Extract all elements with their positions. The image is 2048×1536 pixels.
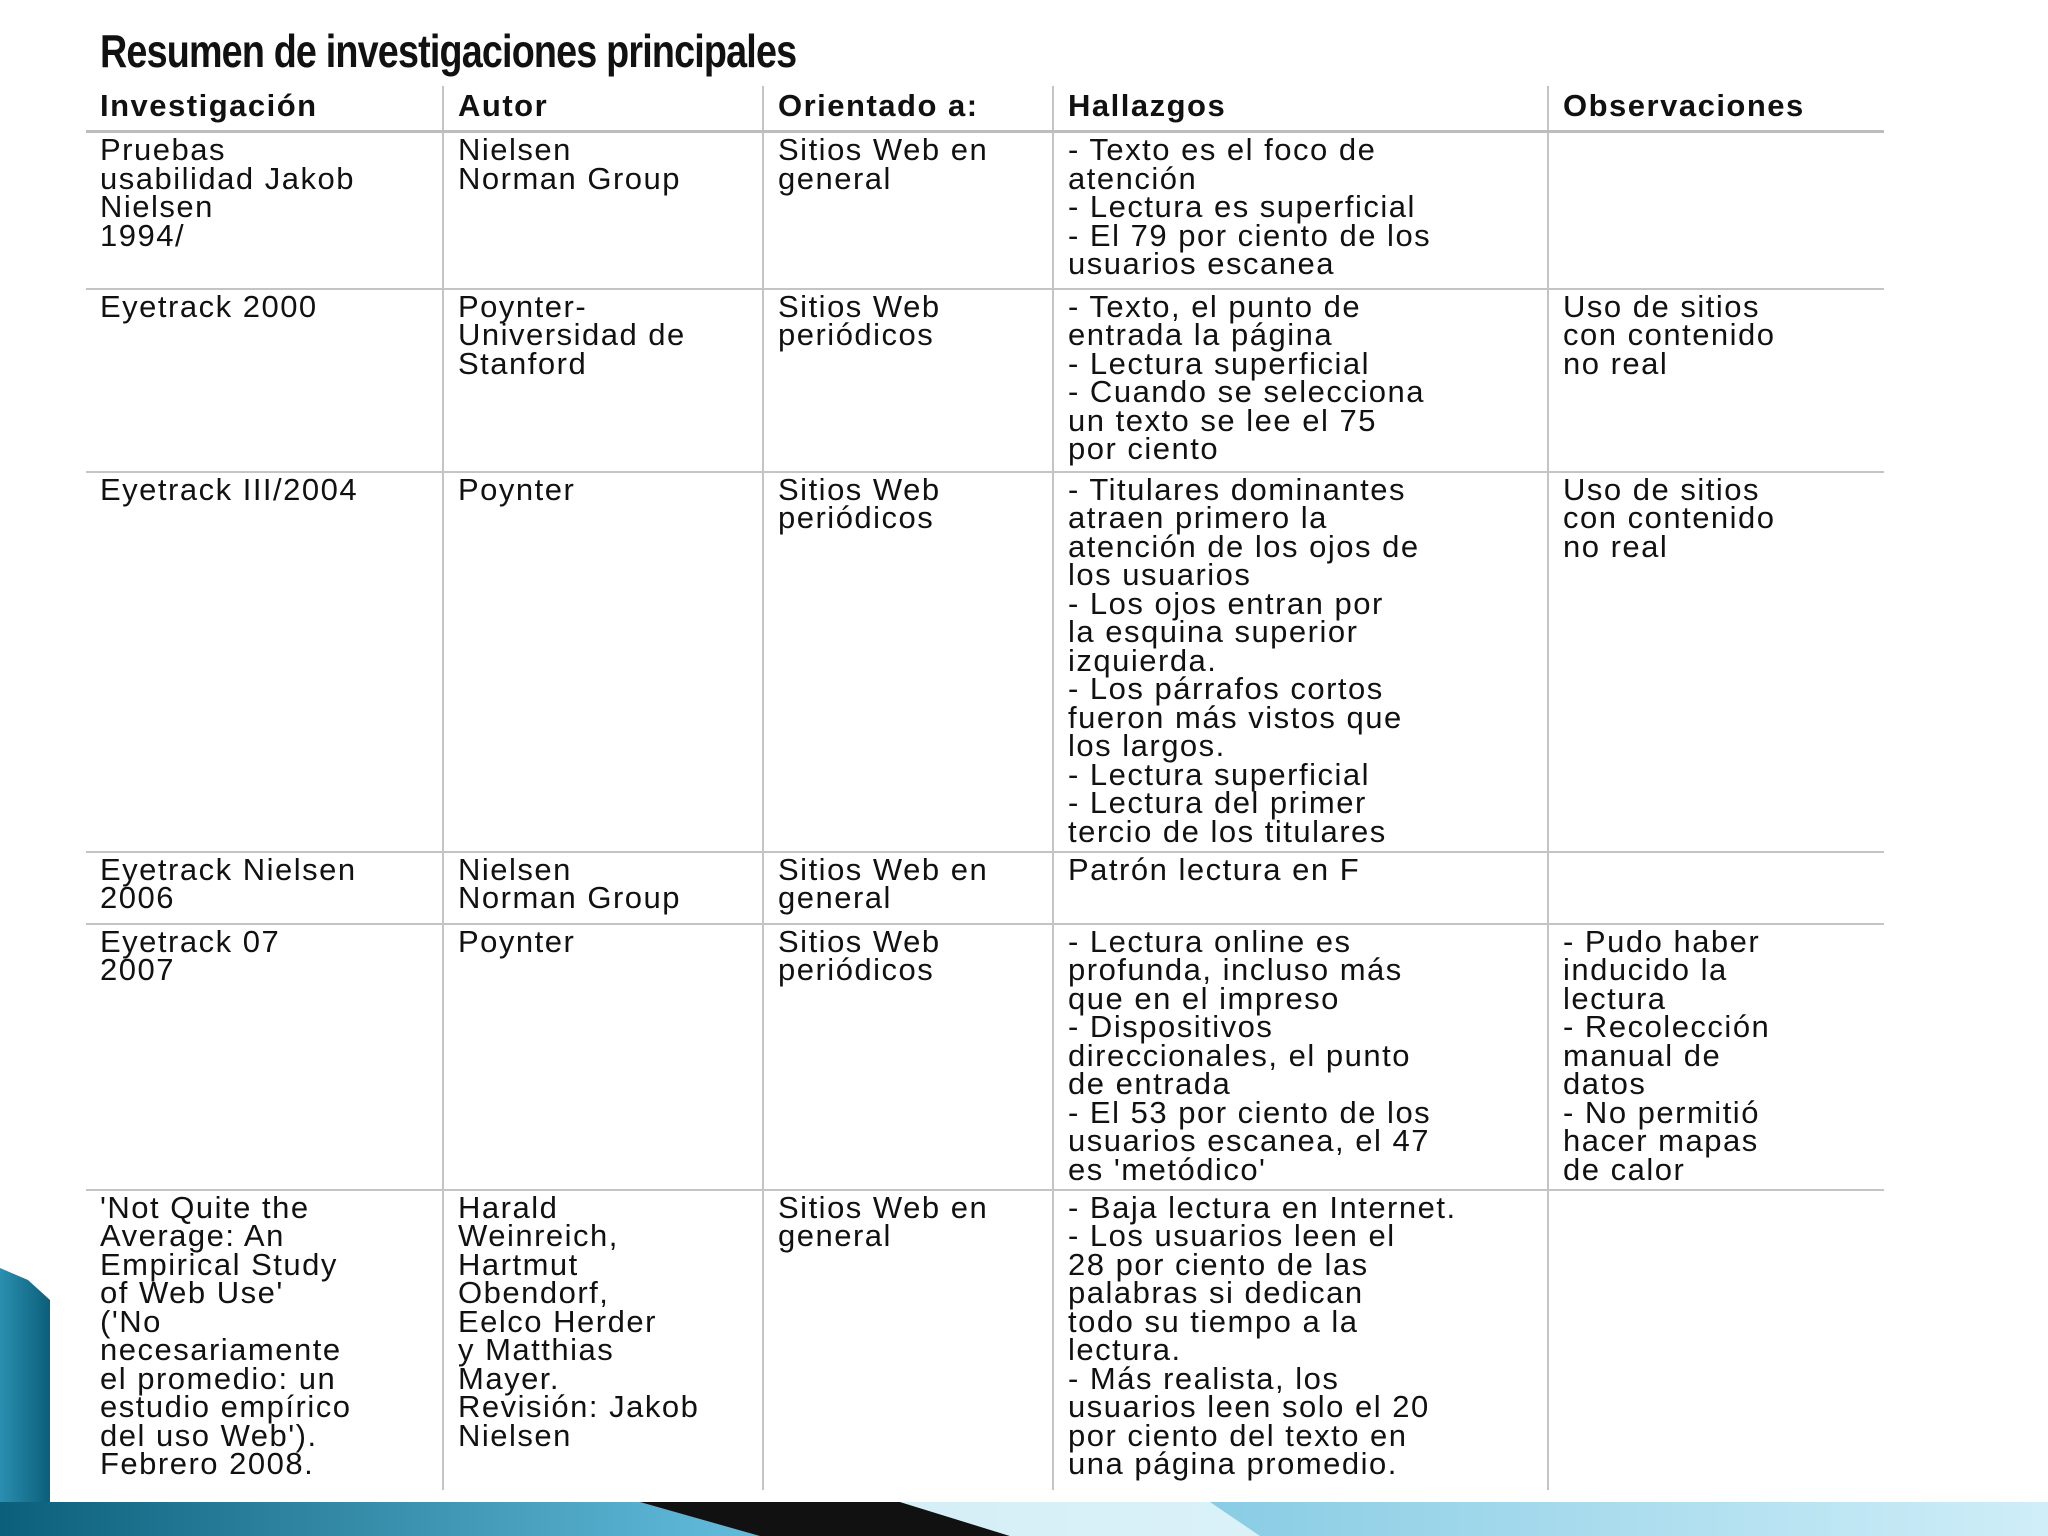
cell-line: Pruebas	[100, 132, 226, 167]
cell-line: con contenido	[1563, 317, 1776, 352]
cell-hallazgos	[1053, 132, 1548, 289]
cell-line: que en el impreso	[1068, 980, 1340, 1016]
cell-hallazgos	[1053, 924, 1548, 1190]
cell-line: periódicos	[778, 952, 935, 987]
cell-line: atención de los ojos de	[1068, 528, 1420, 564]
cell-line: los usuarios	[1068, 557, 1252, 592]
cell-orientado	[763, 924, 1053, 1190]
finding-item	[1068, 923, 1533, 1016]
cell-line: Hartmut	[458, 1246, 579, 1282]
cell-observaciones	[1548, 132, 1884, 289]
cell-hallazgos	[1053, 289, 1548, 472]
cell-observaciones	[1548, 852, 1884, 924]
cell-line: usuarios escanea, el 47	[1068, 1123, 1430, 1158]
cell-line: 'Not Quite the	[100, 1189, 310, 1225]
cell-orientado	[763, 132, 1053, 289]
cell-line: Average: An	[100, 1218, 285, 1253]
cell-hallazgos	[1053, 472, 1548, 852]
cell-line: no real	[1563, 528, 1669, 564]
cell-line: usuarios escanea	[1068, 246, 1335, 281]
table-row	[86, 289, 1884, 472]
cell-line: Sitios Web en	[778, 132, 989, 167]
cell-line: una página promedio.	[1068, 1446, 1398, 1481]
cell-line: Patrón lectura en F	[1068, 851, 1361, 887]
cell-line: Febrero 2008.	[100, 1446, 315, 1481]
cell-line: Norman Group	[458, 880, 682, 915]
cell-line: Sitios Web	[778, 923, 941, 959]
observation-item	[1563, 471, 1870, 564]
cell-line: ('No	[100, 1303, 162, 1339]
cell-line: Stanford	[458, 345, 588, 381]
table-row	[86, 924, 1884, 1190]
cell-investigacion	[86, 472, 443, 852]
cell-line: Norman Group	[458, 160, 682, 196]
cell-line: Nielsen	[458, 1417, 572, 1453]
finding-item	[1068, 471, 1533, 592]
cell-orientado	[763, 472, 1053, 852]
cell-line: 28 por ciento de las	[1068, 1246, 1369, 1282]
table-body	[86, 132, 1884, 1490]
cell-autor	[443, 1190, 763, 1490]
cell-line: lectura.	[1068, 1332, 1182, 1367]
observation-item	[1563, 1009, 1870, 1101]
cell-line: 1994/	[100, 217, 186, 253]
cell-line: - Baja lectura en Internet.	[1068, 1189, 1457, 1225]
cell-line: lectura	[1563, 980, 1667, 1016]
finding-item	[1068, 1094, 1533, 1187]
column-header-investigacion: Investigación	[86, 86, 443, 132]
cell-line: 2007	[100, 952, 175, 987]
cell-line: - Lectura superficial	[1068, 345, 1371, 381]
cell-line: manual de	[1563, 1037, 1722, 1073]
finding-item	[1068, 585, 1533, 678]
finding-item	[1068, 217, 1533, 281]
cell-line: periódicos	[778, 500, 935, 535]
cell-observaciones	[1548, 289, 1884, 472]
finding-item	[1068, 288, 1533, 352]
cell-line: - El 53 por ciento de los	[1068, 1094, 1432, 1130]
cell-line: - No permitió	[1563, 1094, 1760, 1130]
cell-line: - Recolección	[1563, 1009, 1771, 1044]
cell-line: - Titulares dominantes	[1068, 471, 1406, 507]
cell-line: Mayer.	[458, 1360, 561, 1396]
cell-line: - Lectura es superficial	[1068, 189, 1416, 224]
finding-item	[1068, 671, 1533, 763]
cell-line: hacer mapas	[1563, 1123, 1759, 1158]
cell-line: y Matthias	[458, 1332, 615, 1367]
column-header-observaciones: Observaciones	[1548, 86, 1884, 132]
table-header-row	[86, 86, 1884, 132]
cell-line: los largos.	[1068, 728, 1226, 763]
cell-observaciones	[1548, 924, 1884, 1190]
cell-hallazgos	[1053, 852, 1548, 924]
table-row	[86, 132, 1884, 289]
cell-line: Eelco Herder	[458, 1303, 657, 1339]
cell-line: - Lectura superficial	[1068, 756, 1371, 792]
cell-line: - Los párrafos cortos	[1068, 671, 1384, 706]
left-accent-shape	[0, 1268, 50, 1536]
cell-line: periódicos	[778, 317, 935, 352]
cell-line: Sitios Web	[778, 288, 941, 324]
cell-line: - Texto es el foco de	[1068, 132, 1377, 167]
cell-line: palabras si dedican	[1068, 1275, 1364, 1310]
cell-line: Poynter	[458, 923, 576, 959]
cell-line: - Los ojos entran por	[1068, 585, 1384, 621]
cell-line: Nielsen	[100, 189, 214, 224]
cell-line: Obendorf,	[458, 1275, 610, 1310]
cell-line: con contenido	[1563, 500, 1776, 535]
cell-autor	[443, 132, 763, 289]
table-row	[86, 1190, 1884, 1490]
cell-line: izquierda.	[1068, 642, 1218, 678]
cell-line: Nielsen	[458, 132, 572, 167]
cell-investigacion	[86, 852, 443, 924]
cell-line: general	[778, 1218, 892, 1253]
cell-line: todo su tiempo a la	[1068, 1303, 1359, 1339]
cell-autor	[443, 289, 763, 472]
bottom-accent-band	[0, 1502, 2048, 1536]
cell-line: la esquina superior	[1068, 614, 1359, 649]
observation-item	[1563, 923, 1870, 1016]
cell-line: - Texto, el punto de	[1068, 288, 1362, 324]
cell-line: Sitios Web	[778, 471, 941, 507]
cell-line: usabilidad Jakob	[100, 160, 355, 196]
cell-line: de calor	[1563, 1151, 1686, 1187]
cell-line: Sitios Web en	[778, 1189, 989, 1225]
cell-line: Poynter-	[458, 288, 588, 324]
finding-item	[1068, 785, 1533, 849]
page-title: Resumen de investigaciones principales	[100, 25, 797, 77]
observation-item	[1563, 288, 1870, 381]
cell-line: Harald	[458, 1189, 559, 1225]
cell-line: inducido la	[1563, 952, 1728, 987]
cell-investigacion	[86, 924, 443, 1190]
cell-line: atraen primero la	[1068, 500, 1328, 535]
cell-line: - Cuando se selecciona	[1068, 374, 1425, 409]
cell-line: un texto se lee el 75	[1068, 402, 1377, 438]
cell-line: Nielsen	[458, 851, 572, 887]
cell-line: Uso de sitios	[1563, 288, 1760, 324]
cell-line: Weinreich,	[458, 1218, 619, 1253]
cell-line: Eyetrack 2000	[100, 288, 318, 324]
cell-hallazgos	[1053, 1190, 1548, 1490]
cell-line: Universidad de	[458, 317, 686, 352]
cell-investigacion	[86, 289, 443, 472]
finding-item	[1068, 1360, 1533, 1481]
cell-line: - Los usuarios leen el	[1068, 1218, 1396, 1253]
cell-investigacion	[86, 132, 443, 289]
cell-observaciones	[1548, 1190, 1884, 1490]
observation-item	[1563, 1094, 1870, 1187]
summary-table	[86, 86, 1884, 1490]
cell-line: no real	[1563, 345, 1669, 381]
cell-line: - Más realista, los	[1068, 1360, 1340, 1396]
cell-autor	[443, 852, 763, 924]
cell-line: direccionales, el punto	[1068, 1037, 1411, 1073]
cell-line: por ciento del texto en	[1068, 1417, 1408, 1453]
cell-line: de entrada	[1068, 1066, 1232, 1101]
cell-line: entrada la página	[1068, 317, 1334, 352]
cell-line: of Web Use'	[100, 1275, 284, 1310]
cell-observaciones	[1548, 472, 1884, 852]
cell-line: necesariamente	[100, 1332, 342, 1367]
column-header-autor: Autor	[443, 86, 763, 132]
cell-line: usuarios leen solo el 20	[1068, 1389, 1430, 1424]
cell-line: por ciento	[1068, 431, 1220, 466]
column-header-hallazgos: Hallazgos	[1053, 86, 1548, 132]
cell-line: Eyetrack 07	[100, 923, 281, 959]
cell-line: 2006	[100, 880, 175, 915]
cell-autor	[443, 924, 763, 1190]
cell-line: - Pudo haber	[1563, 923, 1761, 959]
cell-line: tercio de los titulares	[1068, 813, 1387, 849]
column-header-orientado: Orientado a:	[763, 86, 1053, 132]
cell-line: - El 79 por ciento de los	[1068, 217, 1432, 253]
cell-investigacion	[86, 1190, 443, 1490]
cell-orientado	[763, 1190, 1053, 1490]
cell-line: Revisión: Jakob	[458, 1389, 700, 1424]
cell-line: profunda, incluso más	[1068, 952, 1403, 987]
finding-item	[1068, 851, 1533, 887]
cell-line: es 'metódico'	[1068, 1151, 1267, 1187]
cell-line: Sitios Web en	[778, 851, 989, 887]
cell-line: - Dispositivos	[1068, 1009, 1274, 1044]
cell-line: general	[778, 880, 892, 915]
cell-line: el promedio: un	[100, 1360, 337, 1396]
finding-item	[1068, 374, 1533, 466]
table-row	[86, 472, 1884, 852]
cell-line: - Lectura del primer	[1068, 785, 1367, 820]
cell-line: del uso Web').	[100, 1417, 318, 1453]
finding-item	[1068, 1218, 1533, 1367]
cell-line: datos	[1563, 1066, 1647, 1101]
cell-line: fueron más vistos que	[1068, 699, 1403, 735]
cell-line: estudio empírico	[100, 1389, 352, 1424]
table-row	[86, 852, 1884, 924]
cell-orientado	[763, 289, 1053, 472]
cell-line: Eyetrack III/2004	[100, 471, 359, 507]
finding-item	[1068, 1009, 1533, 1101]
cell-line: Eyetrack Nielsen	[100, 851, 357, 887]
finding-item	[1068, 132, 1533, 196]
cell-line: atención	[1068, 160, 1198, 196]
cell-line: - Lectura online es	[1068, 923, 1352, 959]
cell-line: general	[778, 160, 892, 196]
cell-line: Poynter	[458, 471, 576, 507]
cell-orientado	[763, 852, 1053, 924]
cell-line: Empirical Study	[100, 1246, 338, 1282]
cell-autor	[443, 472, 763, 852]
cell-line: Uso de sitios	[1563, 471, 1760, 507]
